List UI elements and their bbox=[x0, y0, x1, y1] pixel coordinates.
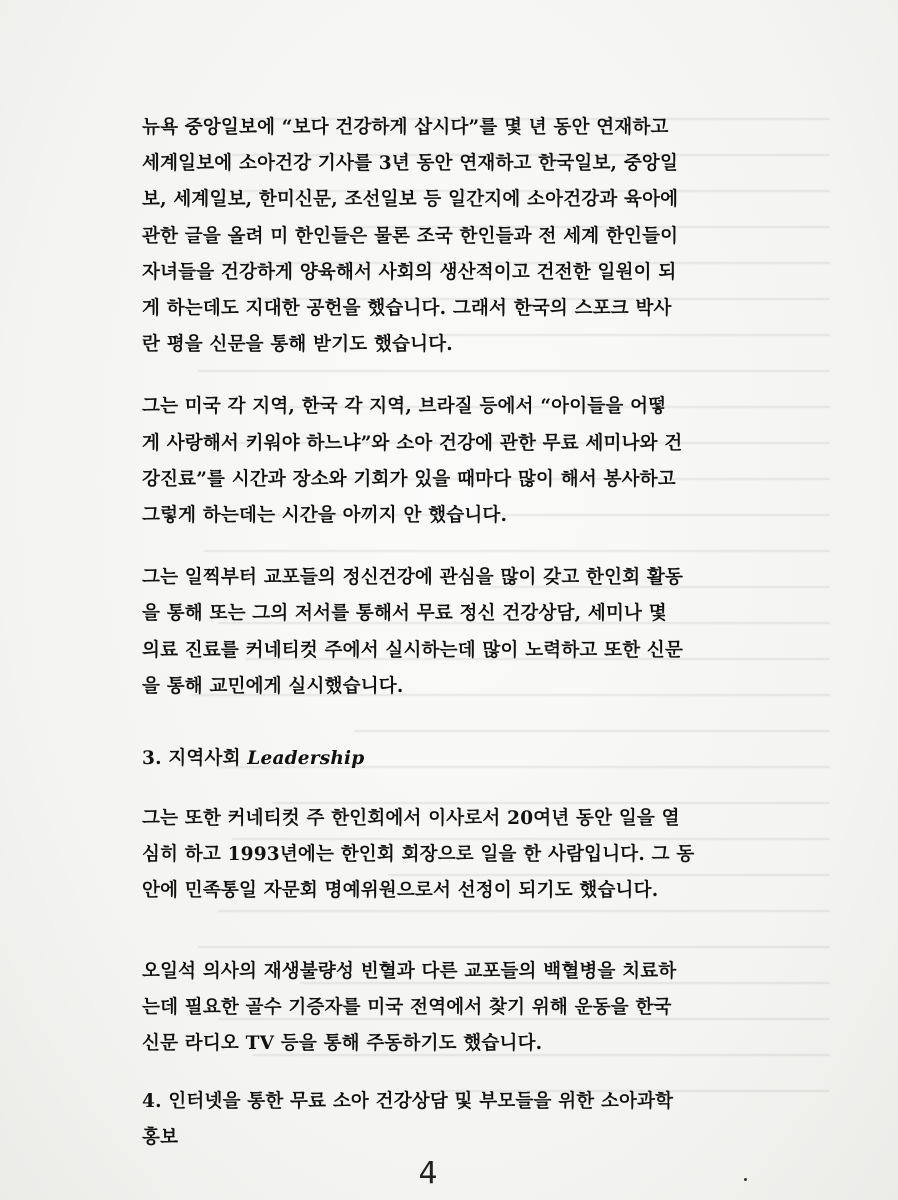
section-heading-english: Leadership bbox=[247, 748, 365, 770]
section-heading-line: 4. 인터넷을 통한 무료 소아 건강상담 및 부모들을 위한 소아과학 bbox=[142, 1091, 674, 1113]
paragraph-bone-marrow-drive bbox=[142, 954, 832, 1063]
text-line: 보, 세계일보, 한미신문, 조선일보 등 일간지에 소아건강과 육아에 bbox=[142, 189, 679, 211]
text-line: 안에 민족통일 자문회 명예위원으로서 선정이 되기도 했습니다. bbox=[142, 880, 659, 902]
paragraph-mental-health bbox=[142, 560, 832, 705]
text-line: 는데 필요한 골수 기증자를 미국 전역에서 찾기 위해 운동을 한국 bbox=[142, 996, 672, 1018]
page-body bbox=[142, 110, 832, 1156]
text-line: 심히 하고 1993년에는 한인회 회장으로 일을 한 사람입니다. 그 동 bbox=[142, 844, 695, 866]
section-heading-line: 홍보 bbox=[142, 1127, 179, 1149]
text-line: 그는 미국 각 지역, 한국 각 지역, 브라질 등에서 “아이들을 어떻 bbox=[142, 396, 667, 418]
text-line: 뉴욕 중앙일보에 “보다 건강하게 삽시다”를 몇 년 동안 연재하고 bbox=[142, 117, 669, 138]
text-line: 그렇게 하는데는 시간을 아끼지 안 했습니다. bbox=[142, 505, 508, 527]
text-line: 세계일보에 소아건강 기사를 3년 동안 연재하고 한국일보, 중앙일 bbox=[142, 153, 679, 175]
text-line: 강진료”를 시간과 장소와 기회가 있을 때마다 많이 해서 봉사하고 bbox=[142, 468, 676, 490]
section-heading-3 bbox=[142, 741, 832, 777]
text-line: 을 통해 또는 그의 저서를 통해서 무료 정신 건강상담, 세미나 몇 bbox=[142, 603, 667, 625]
paper-speck bbox=[744, 1178, 747, 1181]
text-line: 게 하는데도 지대한 공헌을 했습니다. 그래서 한국의 스포크 박사 bbox=[142, 298, 672, 320]
text-line: 관한 글을 올려 미 한인들은 물론 조국 한인들과 전 세계 한인들이 bbox=[142, 225, 679, 247]
text-line: 신문 라디오 TV 등을 통해 주동하기도 했습니다. bbox=[142, 1033, 543, 1055]
page-number: 4 bbox=[418, 1156, 438, 1191]
paragraph-free-seminars bbox=[142, 389, 832, 534]
text-line: 오일석 의사의 재생불량성 빈혈과 다른 교포들의 백혈병을 치료하 bbox=[142, 960, 677, 982]
section-heading-number: 3. 지역사회 bbox=[142, 748, 241, 770]
text-line: 을 통해 교민에게 실시했습니다. bbox=[142, 675, 404, 697]
text-line: 게 사랑해서 키워야 하느냐”와 소아 건강에 관한 무료 세미나와 건 bbox=[142, 432, 683, 454]
text-line: 의료 진료를 커네티컷 주에서 실시하는데 많이 노력하고 또한 신문 bbox=[142, 639, 684, 661]
paragraph-newspaper-columns bbox=[142, 110, 832, 363]
text-line: 란 평을 신문을 통해 받기도 했습니다. bbox=[142, 334, 453, 356]
text-line: 그는 또한 커네티컷 주 한인회에서 이사로서 20여년 동안 일을 열 bbox=[142, 808, 680, 830]
text-line: 그는 일찍부터 교포들의 정신건강에 관심을 많이 갖고 한인회 활동 bbox=[142, 567, 684, 589]
section-heading-4 bbox=[142, 1084, 832, 1156]
text-line: 자녀들을 건강하게 양육해서 사회의 생산적이고 건전한 일원이 되 bbox=[142, 261, 677, 283]
paragraph-korean-association bbox=[142, 801, 832, 910]
